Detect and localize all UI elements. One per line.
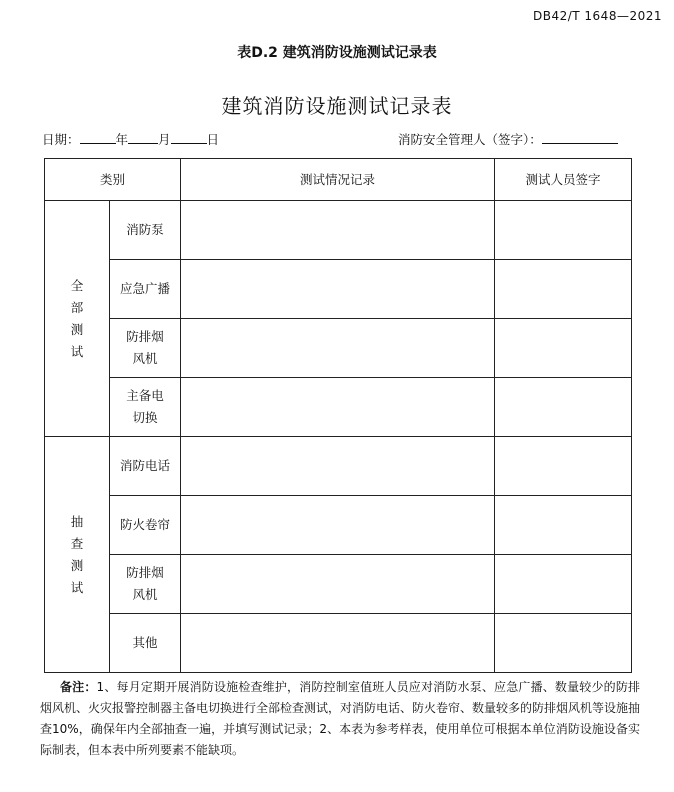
remarks-label: 备注： [60, 680, 97, 694]
remarks-text: 1、每月定期开展消防设施检查维护，消防控制室值班人员应对消防水泵、应急广播、数量较少的防排烟风机、火灾报警控制器主备电切换进行全部检查测试，对消防电话、防火卷帘、数量较多的防排烟风机等设施抽查10%，确保年内全部抽查一遍，并填写测试记录；2、本表为参考样表，使用单位可根据本单位消防设施设备实际制表，但本表中所列要素不能缺项。 [40, 680, 641, 757]
item-label-text: 防排烟 风机 [126, 329, 164, 366]
item-label: 防火卷帘 [110, 496, 181, 555]
manager-label: 消防安全管理人（签字）： [398, 132, 542, 147]
item-label: 消防泵 [110, 201, 181, 260]
table-header-row [45, 159, 632, 201]
header-category: 类别 [45, 159, 181, 201]
record-cell[interactable] [181, 437, 495, 496]
signature-cell[interactable] [495, 319, 632, 378]
year-label: 年 [115, 132, 129, 147]
signature-cell[interactable] [495, 201, 632, 260]
group-spot-test-label [45, 437, 110, 673]
standard-code: DB42/T 1648—2021 [532, 9, 662, 23]
signature-cell[interactable] [495, 614, 632, 673]
record-cell[interactable] [181, 496, 495, 555]
table-row [45, 319, 632, 378]
table-row [45, 201, 632, 260]
date-label: 日期： [42, 132, 80, 147]
item-label [110, 378, 181, 437]
table-row [45, 555, 632, 614]
item-label: 其他 [110, 614, 181, 673]
date-line [42, 130, 219, 148]
month-blank[interactable] [128, 131, 158, 144]
day-blank[interactable] [171, 131, 207, 144]
item-label [110, 319, 181, 378]
table-row [45, 260, 632, 319]
record-cell[interactable] [181, 555, 495, 614]
item-label-text: 主备电 切换 [126, 388, 164, 425]
table-row [45, 378, 632, 437]
table-row [45, 437, 632, 496]
signature-cell[interactable] [495, 555, 632, 614]
signature-cell[interactable] [495, 260, 632, 319]
record-cell[interactable] [181, 378, 495, 437]
table-row [45, 496, 632, 555]
day-label: 日 [206, 132, 220, 147]
table-row [45, 614, 632, 673]
month-label: 月 [158, 132, 171, 147]
signature-cell[interactable] [495, 496, 632, 555]
record-table [44, 158, 632, 673]
signature-cell[interactable] [495, 378, 632, 437]
group-label-text: 抽 查 测 试 [70, 513, 84, 595]
table-caption: 表D.2 建筑消防设施测试记录表 [237, 45, 437, 61]
record-cell[interactable] [181, 201, 495, 260]
item-label: 消防电话 [110, 437, 181, 496]
manager-signature-blank[interactable] [542, 131, 618, 144]
item-label [110, 555, 181, 614]
manager-signature-line [398, 130, 618, 148]
group-full-test-label [45, 201, 110, 437]
item-label-text: 防排烟 风机 [126, 565, 164, 602]
header-signature: 测试人员签字 [495, 159, 632, 201]
group-label-text: 全 部 测 试 [70, 277, 84, 359]
form-title: 建筑消防设施测试记录表 [221, 94, 453, 118]
record-cell[interactable] [181, 614, 495, 673]
header-record: 测试情况记录 [181, 159, 495, 201]
signature-cell[interactable] [495, 437, 632, 496]
remarks [40, 677, 640, 761]
record-cell[interactable] [181, 260, 495, 319]
item-label: 应急广播 [110, 260, 181, 319]
record-cell[interactable] [181, 319, 495, 378]
year-blank[interactable] [80, 131, 116, 144]
